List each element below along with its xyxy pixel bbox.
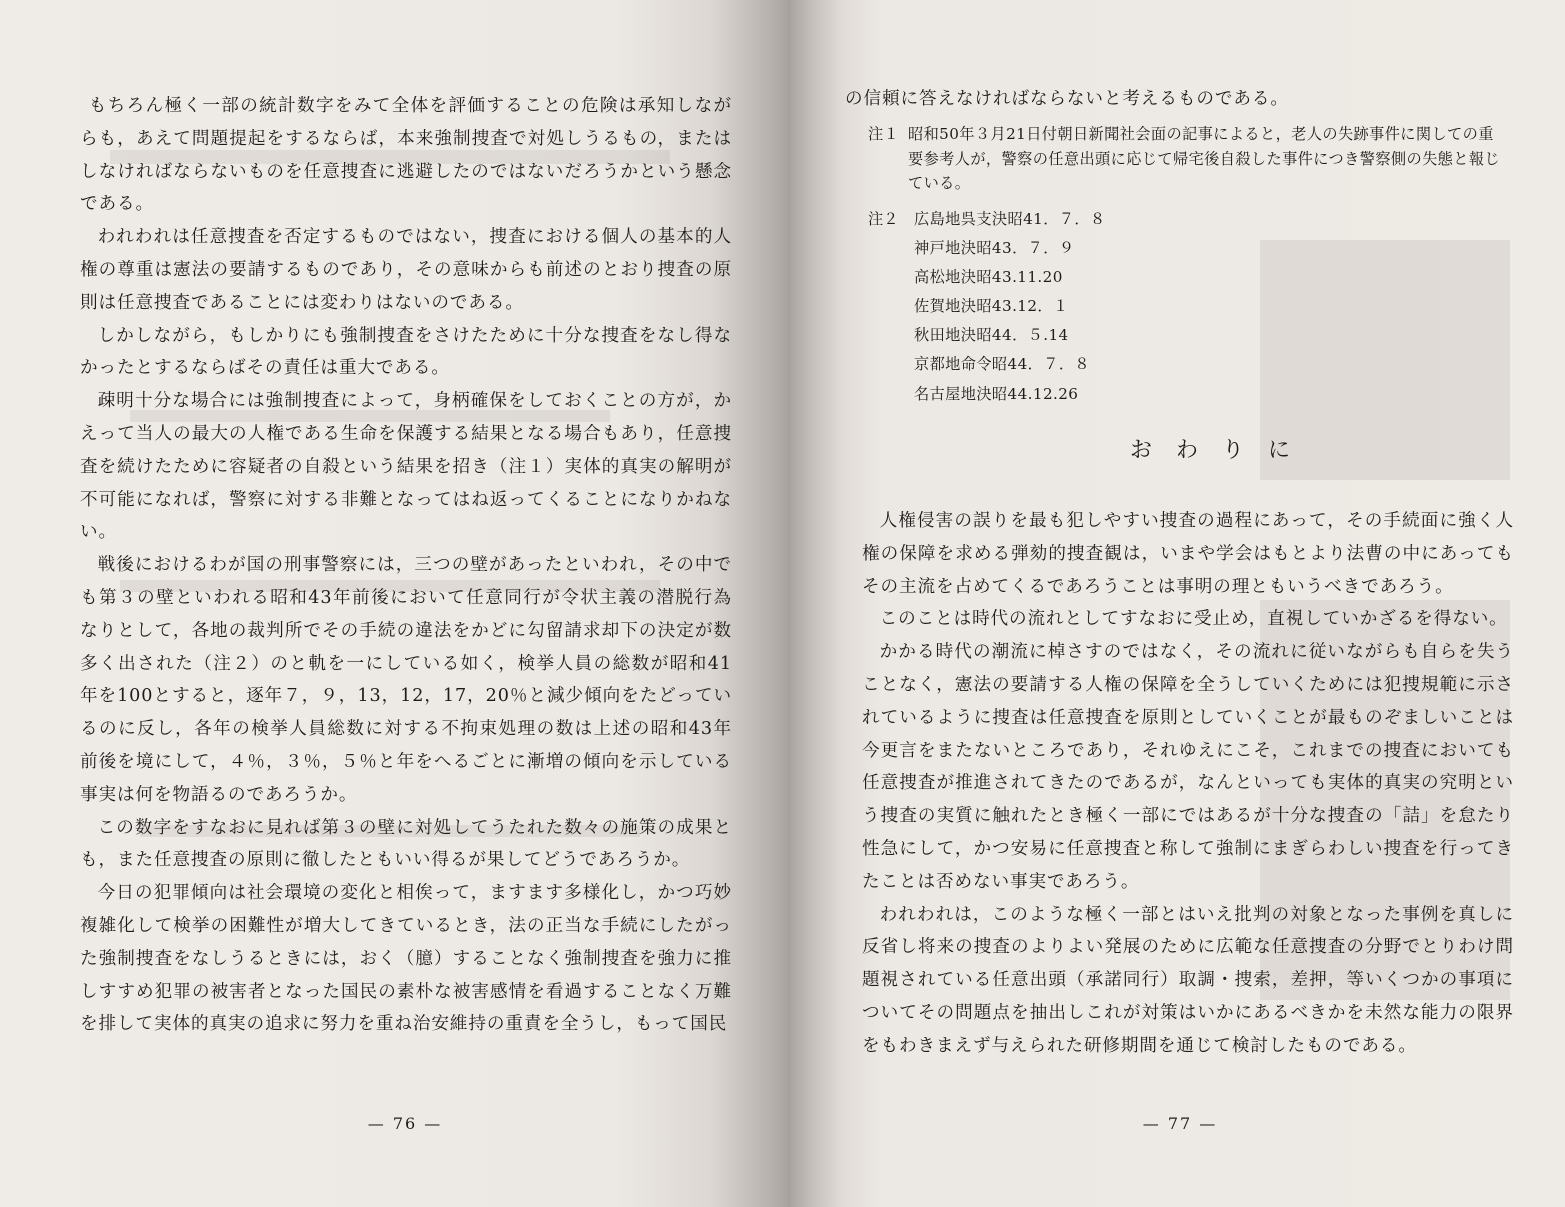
footnote-label: 注２ [868,210,899,228]
case-citation: 名古屋地決昭44.12.26 [914,384,1079,403]
right-body-text [862,505,1514,1063]
footnote-2 [868,205,1268,409]
paragraph: もちろん極く一部の統計数字をみて全体を評価することの危険は承知しながらも，あえて問題提起をするならば，本来強制捜査で対処しうるもの，またはしなければならないものを任意捜査に逃避したのではないだろうかという懸念である。 [80,96,732,215]
case-citation: 京都地命令昭44．７．８ [914,355,1091,374]
paragraph: われわれは任意捜査を否定するものではない，捜査における個人の基本的人権の尊重は憲法の要請するものであり，その意味からも前述のとおり捜査の原則は任意捜査であることには変わりはないのである。 [80,227,732,313]
continued-line: の信頼に答えなければならないと考えるものである。 [845,89,1289,109]
section-heading: おわりに [1130,438,1315,463]
case-list [868,205,1268,409]
case-citation: 佐賀地決昭43.12．１ [914,297,1069,316]
paragraph: 今日の犯罪傾向は社会環境の変化と相俟って，ますます多様化し，かつ巧妙複雑化して検挙の困難性が増大してきているとき，法の正当な手続にしたがった強制捜査をなしうるときには，おく（臆）することなく強制捜査を強力に推しすすめ犯罪の被害者となった国民の素朴な被害感情を看過することなく万難を排して実体的真実の追求に努力を重ね治安維持の重責を全うし，もって国民 [80,883,732,1035]
page-number: — 77 — [1142,1114,1218,1133]
left-body-text [80,90,732,1041]
paragraph: 疎明十分な場合には強制捜査によって，身柄確保をしておくことの方が，かえって当人の最大の人権である生命を保護する結果となる場合もあり，任意捜査を続けたために容疑者の自殺という結果を招き（注１）実体的真実の解明が不可能になれば，警察に対する非難となってはね返ってくることになりかねない。 [80,391,732,543]
paragraph: われわれは，このような極く一部とはいえ批判の対象となった事例を真しに反省し将来の捜査のよりよい発展のために広範な任意捜査の分野でとりわけ問題視されている任意出頭（承諾同行）取調・捜索，差押，等いくつかの事項についてその問題点を抽出しこれが対策はいかにあるべきかを未然な能力の限界をもわきまえず与えられた研修期間を通じて検討したものである。 [862,904,1514,1056]
case-citation: 高松地決昭43.11.20 [914,268,1063,287]
case-citation: 秋田地決昭44．５.14 [914,326,1069,345]
paragraph: このことは時代の流れとしてすなおに受止め，直視していかざるを得ない。 [879,609,1508,630]
page-number: — 76 — [367,1114,443,1133]
footnote-text: 昭和50年３月21日付朝日新聞社会面の記事によると，老人の失跡事件に関しての重要参考人が，警察の任意出頭に応じて帰宅後自殺した事件につき警察側の失態と報じている。 [908,125,1501,192]
right-page [790,0,1565,1207]
case-citation: 神戸地決昭43．７．９ [914,239,1075,258]
paragraph: かかる時代の潮流に棹さすのではなく，その流れに従いながらも自らを失うことなく，憲法の要請する人権の保障を全うしていくためには犯捜規範に示されているように捜査は任意捜査を原則としていくことが最ものぞましいことは今更言をまたないところであり，それゆえにこそ，これまでの捜査においても任意捜査が推進されてきたのであるが，なんといっても実体的真実の究明という捜査の実質に触れたとき極く一部にではあるが十分な捜査の「詰」を怠たり性急にして，かつ安易に任意捜査と称して強制にまぎらわしい捜査を行ってきたことは否めない事実であろう。 [862,642,1514,892]
footnote-label: 注１ [868,125,900,143]
paragraph: この数字をすなおに見れば第３の壁に対処してうたれた数々の施策の成果とも，また任意捜査の原則に徹したともいい得るが果してどうであろうか。 [80,817,732,871]
footnote-1 [868,122,1508,196]
paragraph: 人権侵害の誤りを最も犯しやすい捜査の過程にあって，その手続面に強く人権の保障を求める弾劾的捜査観は，いまや学会はもとより法曹の中にあってもその主流を占めてくるであろうことは事明の理ともいうべきであろう。 [862,511,1514,597]
case-citation: 広島地呉支決昭41．７．８ [914,210,1106,228]
paragraph: しかしながら，もしかりにも強制捜査をさけたために十分な捜査をなし得なかったとするならばその責任は重大である。 [80,325,732,379]
paragraph: 戦後におけるわが国の刑事警察には，三つの壁があったといわれ，その中でも第３の壁といわれる昭和43年前後において任意同行が令状主義の潜脱行為なりとして，各地の裁判所でその手続の違法をかどに勾留請求却下の決定が数多く出された（注２）のと軌を一にしている如く，検挙人員の総数が昭和41年を100とすると，逐年７，９，13，12，17，20％と減少傾向をたどっているのに反し，各年の検挙人員総数に対する不拘束処理の数は上述の昭和43年前後を境にして，４％，３％，５％と年をへるごとに漸増の傾向を示している事実は何を物語るのであろうか。 [80,555,732,805]
